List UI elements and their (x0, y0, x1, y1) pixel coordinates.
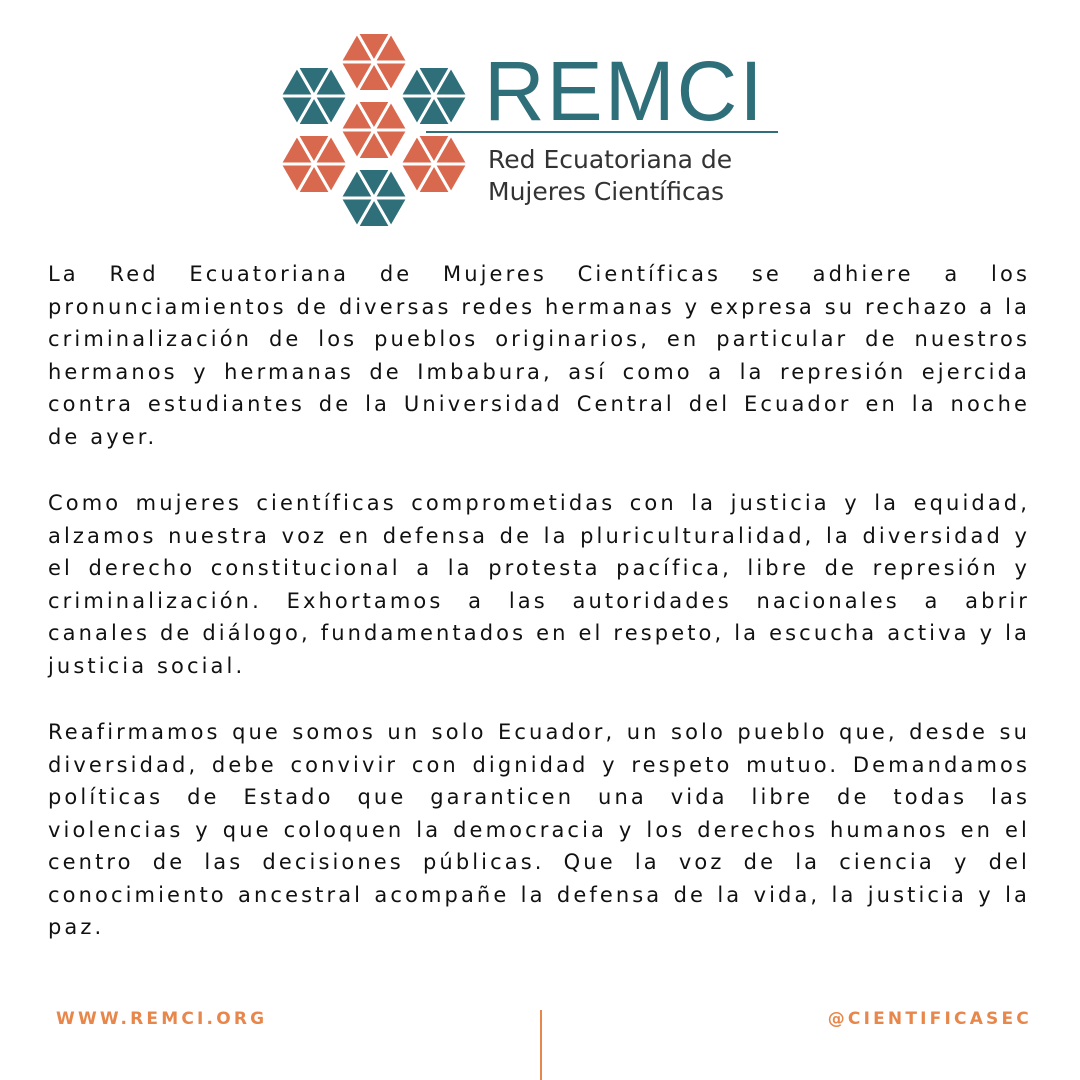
statement-body (48, 258, 1030, 978)
logo-subtitle-line2: Mujeres Científicas (488, 177, 725, 206)
hexagon-pattern (280, 33, 468, 228)
website-link[interactable]: WWW.REMCI.ORG (56, 1009, 268, 1029)
paragraph-2: Como mujeres científicas comprometidas con la justicia y la equidad, alzamos nuestra voz en defensa de la pluriculturalidad, la diversidad y el derecho constitucional a la protesta pacífica, libre de represión y criminalización. Exhortamos a las autoridades nacionales a abrir canales de diálogo, fundamentados en el respeto, la escucha activa y la justicia social. (48, 491, 1030, 678)
logo-subtitle-line1: Red Ecuatoriana de (488, 145, 733, 174)
paragraph-3: Reafirmamos que somos un solo Ecuador, un solo pueblo que, desde su diversidad, debe convivir con dignidad y respeto mutuo. Demandamos políticas de Estado que garanticen una vida libre de todas las violencias y que coloquen la democracia y los derechos humanos en el centro de las decisiones públicas. Que la voz de la ciencia y del conocimiento ancestral acompañe la defensa de la vida, la justicia y la paz. (48, 720, 1030, 939)
remci-logo (276, 28, 786, 234)
paragraph-1: La Red Ecuatoriana de Mujeres Científicas se adhiere a los pronunciamientos de diversas redes hermanas y expresa su rechazo a la criminalización de los pueblos originarios, en particular de nuestros hermanos y hermanas de Imbabura, así como a la represión ejercida contra estudiantes de la Universidad Central del Ecuador en la noche de ayer. (48, 262, 1030, 449)
social-handle[interactable]: @CIENTIFICASEC (827, 1009, 1032, 1029)
footer-divider (540, 1010, 542, 1080)
logo-title: REMCI (484, 44, 765, 138)
